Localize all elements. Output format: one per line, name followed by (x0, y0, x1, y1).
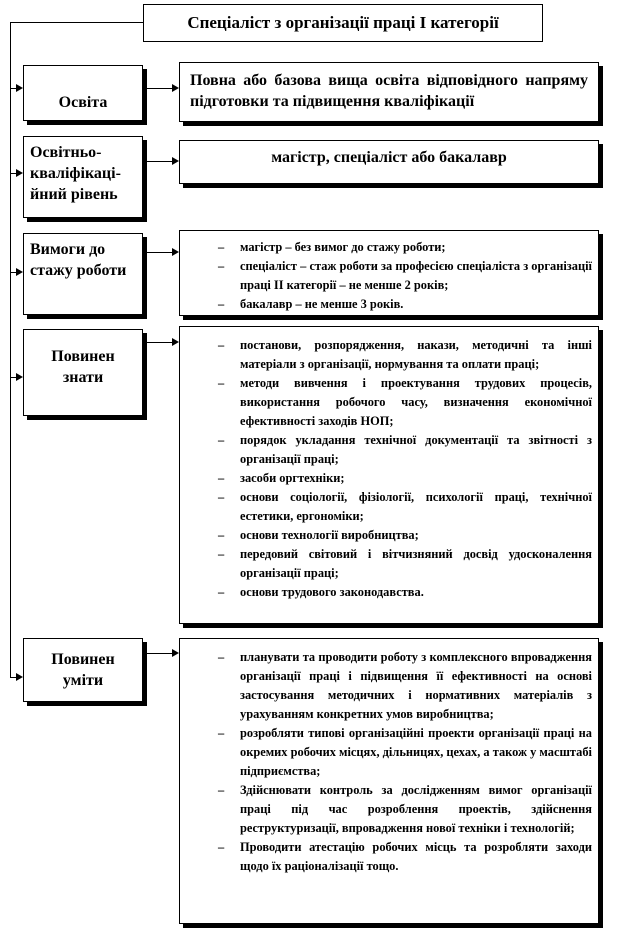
link-arrow-icon (172, 248, 179, 256)
link-arrow-icon (172, 84, 179, 92)
experience-label: Вимоги до стажу роботи (30, 241, 127, 279)
experience-list (180, 238, 598, 314)
must-be-able-list-box (179, 638, 599, 924)
branch-arrow-icon (16, 673, 23, 681)
qualification-text-box (179, 140, 599, 184)
link-arrow-icon (172, 157, 179, 165)
list-item: – засоби оргтехніки; (180, 469, 598, 488)
must-know-label-box (23, 329, 143, 416)
list-item: – Проводити атестацію робочих місць та розробляти заходи щодо їх раціоналізації тощо. (180, 838, 598, 876)
qualification-label: Освітньо-кваліфікаці-йний рівень (30, 144, 121, 203)
must-be-able-label-box (23, 638, 143, 702)
link-arrow-icon (172, 338, 179, 346)
list-item: – бакалавр – не менше 3 років. (180, 295, 598, 314)
trunk-vertical-line (10, 22, 11, 677)
list-item: – методи вивчення і проектування трудових процесів, використання робочого часу, визначення економічної ефективності заходів НОП; (180, 374, 598, 431)
link-line (146, 342, 172, 343)
must-know-list-box (179, 326, 599, 624)
education-text: Повна або базова вища освіта відповідного напряму підготовки та підвищення кваліфікації (190, 72, 588, 110)
link-line (146, 653, 172, 654)
link-arrow-icon (172, 649, 179, 657)
qualification-text: магістр, спеціаліст або бакалавр (271, 149, 507, 166)
list-item: – розробляти типові організаційні проекти організації праці на окремих робочих місцях, дільницях, цехах, а також у масштабі підприємства; (180, 724, 598, 781)
branch-arrow-icon (16, 268, 23, 276)
must-know-list (180, 336, 598, 602)
education-label: Освіта (58, 94, 108, 111)
link-line (146, 252, 172, 253)
qualification-label-box (23, 136, 143, 218)
must-know-label: Повинен знати (51, 348, 115, 386)
must-be-able-list (180, 648, 598, 876)
link-line (146, 88, 172, 89)
branch-arrow-icon (16, 373, 23, 381)
list-item: – спеціаліст – стаж роботи за професією спеціаліста з організації праці II категорії – не менше 2 років; (180, 257, 598, 295)
must-be-able-label: Повинен уміти (51, 651, 115, 689)
list-item: – Здійснювати контроль за дослідженням вимог організації праці під час розроблення проектів, здійснення реструктуризації, впровадження нової техніки і технологій; (180, 781, 598, 838)
experience-label-box (23, 233, 143, 315)
link-line (146, 161, 172, 162)
list-item: – планувати та проводити роботу з комплексного впровадження організації праці і підвищення її ефективності на основі застосування методичних і нормативних матеріалів з урахуванням конкретних умов виробництва; (180, 648, 598, 724)
list-item: – основи технології виробництва; (180, 526, 598, 545)
page-title: Спеціаліст з організації праці I категорії (143, 4, 543, 42)
trunk-top-line (10, 22, 143, 23)
branch-arrow-icon (16, 169, 23, 177)
list-item: – порядок укладання технічної документації та звітності з організації праці; (180, 431, 598, 469)
list-item: – постанови, розпорядження, накази, методичні та інші матеріали з організації, нормування та оплати праці; (180, 336, 598, 374)
list-item: – основи соціології, фізіології, психології праці, технічної естетики, ергономіки; (180, 488, 598, 526)
list-item: – основи трудового законодавства. (180, 583, 598, 602)
branch-arrow-icon (16, 84, 23, 92)
list-item: – магістр – без вимог до стажу роботи; (180, 238, 598, 257)
list-item: – передовий світовий і вітчизняний досвід удосконалення організації праці; (180, 545, 598, 583)
experience-list-box (179, 230, 599, 316)
education-label-box (23, 65, 143, 121)
education-text-box (179, 62, 599, 122)
